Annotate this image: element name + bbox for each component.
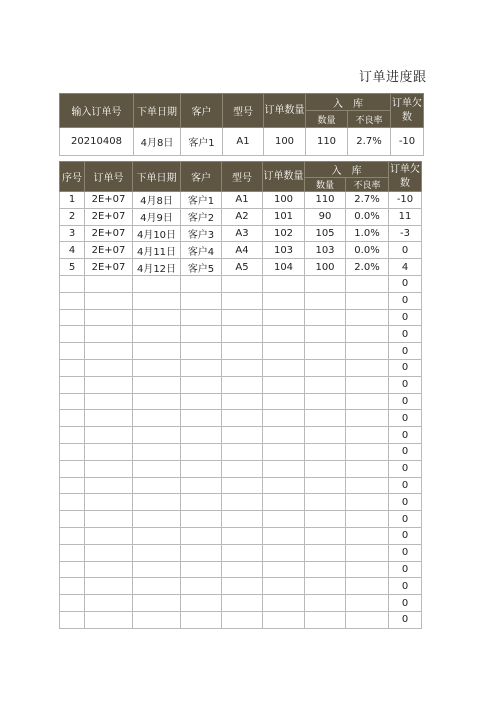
cell-owed[interactable]: 0: [389, 343, 422, 360]
cell-customer[interactable]: [181, 611, 222, 628]
cell-defect-rate[interactable]: [346, 326, 389, 343]
cell-seq[interactable]: [60, 544, 85, 561]
cell-customer[interactable]: 客户1: [181, 128, 223, 156]
cell-seq[interactable]: 5: [60, 259, 85, 276]
cell-date[interactable]: [133, 527, 181, 544]
cell-order-qty[interactable]: [263, 511, 305, 528]
cell-defect-rate[interactable]: 1.0%: [346, 225, 389, 242]
cell-defect-rate[interactable]: [346, 561, 389, 578]
cell-owed[interactable]: 0: [389, 275, 422, 292]
table-row: [60, 225, 422, 242]
cell-stock-qty[interactable]: [305, 427, 346, 444]
header-order-qty: 订单数量: [263, 162, 305, 192]
cell-defect-rate[interactable]: [346, 578, 389, 595]
cell-order-qty[interactable]: 100: [263, 192, 305, 209]
cell-date[interactable]: [133, 326, 181, 343]
cell-stock-qty[interactable]: [305, 544, 346, 561]
page-title: 订单进度跟: [359, 70, 427, 85]
cell-seq[interactable]: [60, 527, 85, 544]
cell-customer[interactable]: [181, 595, 222, 612]
cell-customer[interactable]: [181, 309, 222, 326]
cell-stock-qty[interactable]: [305, 527, 346, 544]
header-stock-group: 入 库: [306, 94, 391, 111]
order-list-table: [59, 161, 422, 629]
cell-owed[interactable]: 0: [389, 242, 422, 259]
cell-date[interactable]: 4月8日: [133, 192, 181, 209]
cell-stock-qty[interactable]: [305, 578, 346, 595]
cell-owed[interactable]: 0: [389, 494, 422, 511]
cell-customer[interactable]: [181, 477, 222, 494]
cell-date[interactable]: [133, 494, 181, 511]
cell-stock-qty[interactable]: [305, 376, 346, 393]
header-owed: 订单欠数: [389, 162, 422, 192]
order-lookup-table: [59, 93, 424, 156]
cell-stock-qty[interactable]: 110: [305, 192, 346, 209]
cell-order-no[interactable]: [85, 427, 133, 444]
cell-date[interactable]: [133, 595, 181, 612]
table-row: [60, 275, 422, 292]
cell-model[interactable]: [222, 460, 263, 477]
table-row: [60, 343, 422, 360]
cell-stock-qty[interactable]: [305, 511, 346, 528]
cell-date[interactable]: [133, 275, 181, 292]
table-row: [60, 427, 422, 444]
table-row: [60, 376, 422, 393]
header-stock-qty: 数量: [306, 111, 348, 128]
cell-stock-qty[interactable]: [305, 359, 346, 376]
cell-date[interactable]: [133, 410, 181, 427]
cell-model[interactable]: A4: [222, 242, 263, 259]
cell-customer[interactable]: [181, 561, 222, 578]
cell-customer[interactable]: [181, 511, 222, 528]
table-row: [60, 477, 422, 494]
cell-order-qty[interactable]: [263, 527, 305, 544]
cell-order-no[interactable]: [85, 460, 133, 477]
cell-customer[interactable]: [181, 326, 222, 343]
cell-stock-qty[interactable]: [305, 326, 346, 343]
cell-defect-rate[interactable]: [346, 359, 389, 376]
cell-order-qty[interactable]: 101: [263, 208, 305, 225]
cell-order-qty[interactable]: [263, 611, 305, 628]
cell-order-qty[interactable]: [263, 410, 305, 427]
cell-stock-qty[interactable]: 90: [305, 208, 346, 225]
cell-order-qty[interactable]: [263, 544, 305, 561]
cell-defect-rate[interactable]: [346, 427, 389, 444]
cell-seq[interactable]: 4: [60, 242, 85, 259]
cell-seq[interactable]: [60, 611, 85, 628]
cell-order-no[interactable]: [85, 275, 133, 292]
cell-defect-rate[interactable]: [346, 511, 389, 528]
cell-order-no[interactable]: [85, 494, 133, 511]
cell-owed[interactable]: 0: [389, 427, 422, 444]
cell-defect-rate[interactable]: [346, 309, 389, 326]
table-row: [60, 611, 422, 628]
header-order-no-input: 输入订单号: [60, 94, 134, 128]
table-row: [60, 259, 422, 276]
cell-owed[interactable]: 0: [389, 460, 422, 477]
table-row: [60, 359, 422, 376]
cell-owed[interactable]: 0: [389, 309, 422, 326]
cell-model[interactable]: A2: [222, 208, 263, 225]
cell-stock-qty[interactable]: [305, 309, 346, 326]
cell-stock-qty[interactable]: [305, 477, 346, 494]
cell-seq[interactable]: [60, 343, 85, 360]
cell-order-no[interactable]: [85, 443, 133, 460]
cell-order-no[interactable]: [85, 309, 133, 326]
cell-seq[interactable]: [60, 410, 85, 427]
cell-stock-qty[interactable]: [305, 561, 346, 578]
cell-customer[interactable]: [181, 343, 222, 360]
cell-order-no[interactable]: [85, 343, 133, 360]
cell-model[interactable]: A5: [222, 259, 263, 276]
cell-date[interactable]: 4月12日: [133, 259, 181, 276]
cell-owed[interactable]: 0: [389, 376, 422, 393]
cell-date[interactable]: [133, 343, 181, 360]
table-row: [60, 527, 422, 544]
cell-owed[interactable]: 0: [389, 561, 422, 578]
cell-order-no[interactable]: [85, 544, 133, 561]
cell-date[interactable]: [133, 611, 181, 628]
cell-stock-qty[interactable]: 105: [305, 225, 346, 242]
cell-defect-rate[interactable]: [346, 443, 389, 460]
cell-model[interactable]: A3: [222, 225, 263, 242]
cell-seq[interactable]: [60, 595, 85, 612]
cell-customer[interactable]: [181, 393, 222, 410]
cell-date[interactable]: [133, 359, 181, 376]
table-row: [60, 460, 422, 477]
cell-owed[interactable]: 0: [389, 443, 422, 460]
cell-date[interactable]: [133, 427, 181, 444]
cell-model[interactable]: [222, 595, 263, 612]
cell-date[interactable]: [133, 292, 181, 309]
cell-seq[interactable]: [60, 561, 85, 578]
cell-model[interactable]: [222, 359, 263, 376]
cell-order-no[interactable]: 2E+07: [85, 259, 133, 276]
table-row: [60, 494, 422, 511]
cell-date[interactable]: [133, 443, 181, 460]
cell-defect-rate[interactable]: [346, 494, 389, 511]
cell-defect-rate[interactable]: 2.7%: [346, 192, 389, 209]
cell-stock-qty[interactable]: [305, 443, 346, 460]
cell-owed[interactable]: 0: [389, 544, 422, 561]
cell-seq[interactable]: [60, 460, 85, 477]
cell-owed[interactable]: 0: [389, 326, 422, 343]
cell-owed[interactable]: 0: [389, 578, 422, 595]
cell-customer[interactable]: 客户4: [181, 242, 222, 259]
cell-stock-qty[interactable]: 103: [305, 242, 346, 259]
cell-customer[interactable]: 客户5: [181, 259, 222, 276]
cell-seq[interactable]: [60, 292, 85, 309]
table-row: [60, 208, 422, 225]
cell-date[interactable]: [133, 477, 181, 494]
cell-order-no[interactable]: [85, 292, 133, 309]
cell-customer[interactable]: [181, 544, 222, 561]
cell-customer[interactable]: [181, 527, 222, 544]
header-stock-group: 入 库: [305, 162, 389, 178]
cell-model[interactable]: [222, 611, 263, 628]
cell-customer[interactable]: [181, 578, 222, 595]
header-customer: 客户: [181, 162, 222, 192]
cell-model[interactable]: [222, 561, 263, 578]
cell-stock-qty[interactable]: [305, 393, 346, 410]
header-defect-rate: 不良率: [348, 111, 391, 128]
cell-model[interactable]: [222, 393, 263, 410]
cell-order-qty[interactable]: [263, 359, 305, 376]
cell-seq[interactable]: [60, 376, 85, 393]
table-row: [60, 443, 422, 460]
cell-customer[interactable]: 客户1: [181, 192, 222, 209]
cell-order-qty[interactable]: [263, 427, 305, 444]
cell-defect-rate[interactable]: [346, 275, 389, 292]
cell-order-no[interactable]: [85, 326, 133, 343]
cell-owed[interactable]: 0: [389, 292, 422, 309]
cell-seq[interactable]: [60, 427, 85, 444]
cell-order-no[interactable]: [85, 578, 133, 595]
cell-model[interactable]: [222, 326, 263, 343]
cell-date[interactable]: [133, 511, 181, 528]
cell-date[interactable]: 4月10日: [133, 225, 181, 242]
cell-stock-qty[interactable]: [305, 343, 346, 360]
cell-order-no[interactable]: [85, 527, 133, 544]
cell-model[interactable]: [222, 443, 263, 460]
cell-seq[interactable]: [60, 511, 85, 528]
cell-date[interactable]: 4月9日: [133, 208, 181, 225]
cell-order-no[interactable]: [85, 595, 133, 612]
cell-seq[interactable]: [60, 326, 85, 343]
cell-order-qty[interactable]: [263, 443, 305, 460]
cell-order-qty[interactable]: 104: [263, 259, 305, 276]
table-row: [60, 595, 422, 612]
cell-order-qty[interactable]: 103: [263, 242, 305, 259]
cell-model[interactable]: [222, 544, 263, 561]
cell-order-qty[interactable]: [263, 309, 305, 326]
cell-customer[interactable]: [181, 427, 222, 444]
cell-seq[interactable]: [60, 494, 85, 511]
header-stock-qty: 数量: [305, 178, 346, 192]
cell-order-no[interactable]: [85, 393, 133, 410]
cell-stock-qty[interactable]: [305, 595, 346, 612]
cell-order-qty[interactable]: [263, 460, 305, 477]
header-model: 型号: [223, 94, 264, 128]
cell-date[interactable]: [133, 393, 181, 410]
cell-defect-rate[interactable]: [346, 343, 389, 360]
header-customer: 客户: [181, 94, 223, 128]
cell-owed[interactable]: 0: [389, 511, 422, 528]
cell-seq[interactable]: 3: [60, 225, 85, 242]
cell-defect-rate[interactable]: 0.0%: [346, 242, 389, 259]
cell-owed[interactable]: -3: [389, 225, 422, 242]
cell-model[interactable]: [222, 410, 263, 427]
cell-stock-qty[interactable]: [305, 410, 346, 427]
cell-order-no[interactable]: [85, 611, 133, 628]
cell-seq[interactable]: [60, 309, 85, 326]
cell-customer[interactable]: 客户2: [181, 208, 222, 225]
cell-model[interactable]: [222, 427, 263, 444]
cell-date[interactable]: [133, 376, 181, 393]
cell-seq[interactable]: [60, 359, 85, 376]
cell-order-qty[interactable]: 102: [263, 225, 305, 242]
order-no-input[interactable]: 20210408: [60, 128, 134, 156]
cell-model[interactable]: [222, 494, 263, 511]
cell-order-no[interactable]: 2E+07: [85, 208, 133, 225]
cell-order-no[interactable]: 2E+07: [85, 225, 133, 242]
cell-order-qty[interactable]: [263, 578, 305, 595]
cell-stock-qty[interactable]: 100: [305, 259, 346, 276]
cell-customer[interactable]: [181, 460, 222, 477]
cell-customer[interactable]: [181, 292, 222, 309]
cell-customer[interactable]: [181, 275, 222, 292]
table-row: [60, 309, 422, 326]
table-row: [60, 578, 422, 595]
cell-owed[interactable]: 0: [389, 477, 422, 494]
cell-owed[interactable]: 0: [389, 611, 422, 628]
cell-stock-qty[interactable]: [305, 611, 346, 628]
cell-defect-rate[interactable]: [346, 376, 389, 393]
cell-owed[interactable]: 0: [389, 527, 422, 544]
cell-model[interactable]: [222, 292, 263, 309]
cell-customer[interactable]: 客户3: [181, 225, 222, 242]
cell-order-qty[interactable]: [263, 275, 305, 292]
table-row: [60, 544, 422, 561]
cell-stock-qty[interactable]: [305, 460, 346, 477]
cell-defect-rate[interactable]: [346, 595, 389, 612]
cell-customer[interactable]: [181, 443, 222, 460]
cell-order-no[interactable]: [85, 477, 133, 494]
table-row: [60, 393, 422, 410]
table-row: [60, 410, 422, 427]
table-row: [60, 242, 422, 259]
cell-order-qty[interactable]: [263, 376, 305, 393]
cell-seq[interactable]: [60, 275, 85, 292]
cell-order-no[interactable]: [85, 359, 133, 376]
cell-owed[interactable]: 0: [389, 359, 422, 376]
cell-customer[interactable]: [181, 359, 222, 376]
cell-order-qty[interactable]: [263, 595, 305, 612]
cell-defect-rate[interactable]: [346, 292, 389, 309]
cell-model[interactable]: [222, 343, 263, 360]
cell-model[interactable]: [222, 527, 263, 544]
cell-defect-rate[interactable]: [346, 410, 389, 427]
cell-order-qty[interactable]: [263, 561, 305, 578]
cell-order-qty[interactable]: [263, 393, 305, 410]
cell-owed[interactable]: 0: [389, 393, 422, 410]
cell-stock-qty[interactable]: [305, 275, 346, 292]
cell-stock-qty[interactable]: 110: [306, 128, 348, 156]
input-row: [60, 128, 424, 156]
cell-stock-qty[interactable]: [305, 494, 346, 511]
cell-seq[interactable]: [60, 578, 85, 595]
cell-defect-rate[interactable]: [346, 477, 389, 494]
header-seq: 序号: [60, 162, 85, 192]
cell-seq[interactable]: [60, 477, 85, 494]
cell-order-qty[interactable]: 100: [264, 128, 306, 156]
cell-model[interactable]: A1: [223, 128, 264, 156]
header-date: 下单日期: [133, 162, 181, 192]
cell-seq[interactable]: [60, 443, 85, 460]
cell-defect-rate[interactable]: 2.0%: [346, 259, 389, 276]
cell-defect-rate[interactable]: 0.0%: [346, 208, 389, 225]
header-defect-rate: 不良率: [346, 178, 389, 192]
cell-order-qty[interactable]: [263, 326, 305, 343]
table-row: [60, 192, 422, 209]
header-model: 型号: [222, 162, 263, 192]
cell-order-no[interactable]: 2E+07: [85, 192, 133, 209]
cell-date[interactable]: 4月11日: [133, 242, 181, 259]
cell-defect-rate[interactable]: [346, 393, 389, 410]
cell-model[interactable]: [222, 511, 263, 528]
cell-model[interactable]: [222, 578, 263, 595]
cell-owed[interactable]: 0: [389, 410, 422, 427]
cell-owed[interactable]: 11: [389, 208, 422, 225]
table-row: [60, 326, 422, 343]
cell-model[interactable]: [222, 477, 263, 494]
header-order-no: 订单号: [85, 162, 133, 192]
cell-order-no[interactable]: 2E+07: [85, 242, 133, 259]
table-row: [60, 292, 422, 309]
cell-model[interactable]: A1: [222, 192, 263, 209]
header-date: 下单日期: [134, 94, 181, 128]
cell-defect-rate[interactable]: [346, 611, 389, 628]
cell-owed[interactable]: -10: [391, 128, 424, 156]
table-row: [60, 511, 422, 528]
cell-date[interactable]: [133, 309, 181, 326]
cell-order-no[interactable]: [85, 410, 133, 427]
cell-owed[interactable]: -10: [389, 192, 422, 209]
cell-customer[interactable]: [181, 494, 222, 511]
cell-order-qty[interactable]: [263, 292, 305, 309]
cell-date[interactable]: [133, 561, 181, 578]
cell-customer[interactable]: [181, 376, 222, 393]
cell-model[interactable]: [222, 309, 263, 326]
cell-defect-rate[interactable]: [346, 460, 389, 477]
cell-customer[interactable]: [181, 410, 222, 427]
cell-seq[interactable]: [60, 393, 85, 410]
cell-model[interactable]: [222, 376, 263, 393]
cell-defect-rate[interactable]: [346, 527, 389, 544]
cell-order-qty[interactable]: [263, 343, 305, 360]
table-row: [60, 561, 422, 578]
cell-seq[interactable]: 2: [60, 208, 85, 225]
cell-owed[interactable]: 4: [389, 259, 422, 276]
cell-defect-rate[interactable]: 2.7%: [348, 128, 391, 156]
header-owed: 订单欠数: [391, 94, 424, 128]
cell-date[interactable]: [133, 578, 181, 595]
cell-seq[interactable]: 1: [60, 192, 85, 209]
cell-stock-qty[interactable]: [305, 292, 346, 309]
cell-order-no[interactable]: [85, 376, 133, 393]
cell-date[interactable]: [133, 544, 181, 561]
cell-date[interactable]: [133, 460, 181, 477]
cell-order-qty[interactable]: [263, 494, 305, 511]
cell-order-no[interactable]: [85, 511, 133, 528]
cell-owed[interactable]: 0: [389, 595, 422, 612]
cell-date[interactable]: 4月8日: [134, 128, 181, 156]
header-order-qty: 订单数量: [264, 94, 306, 128]
cell-defect-rate[interactable]: [346, 544, 389, 561]
cell-order-qty[interactable]: [263, 477, 305, 494]
cell-model[interactable]: [222, 275, 263, 292]
cell-order-no[interactable]: [85, 561, 133, 578]
